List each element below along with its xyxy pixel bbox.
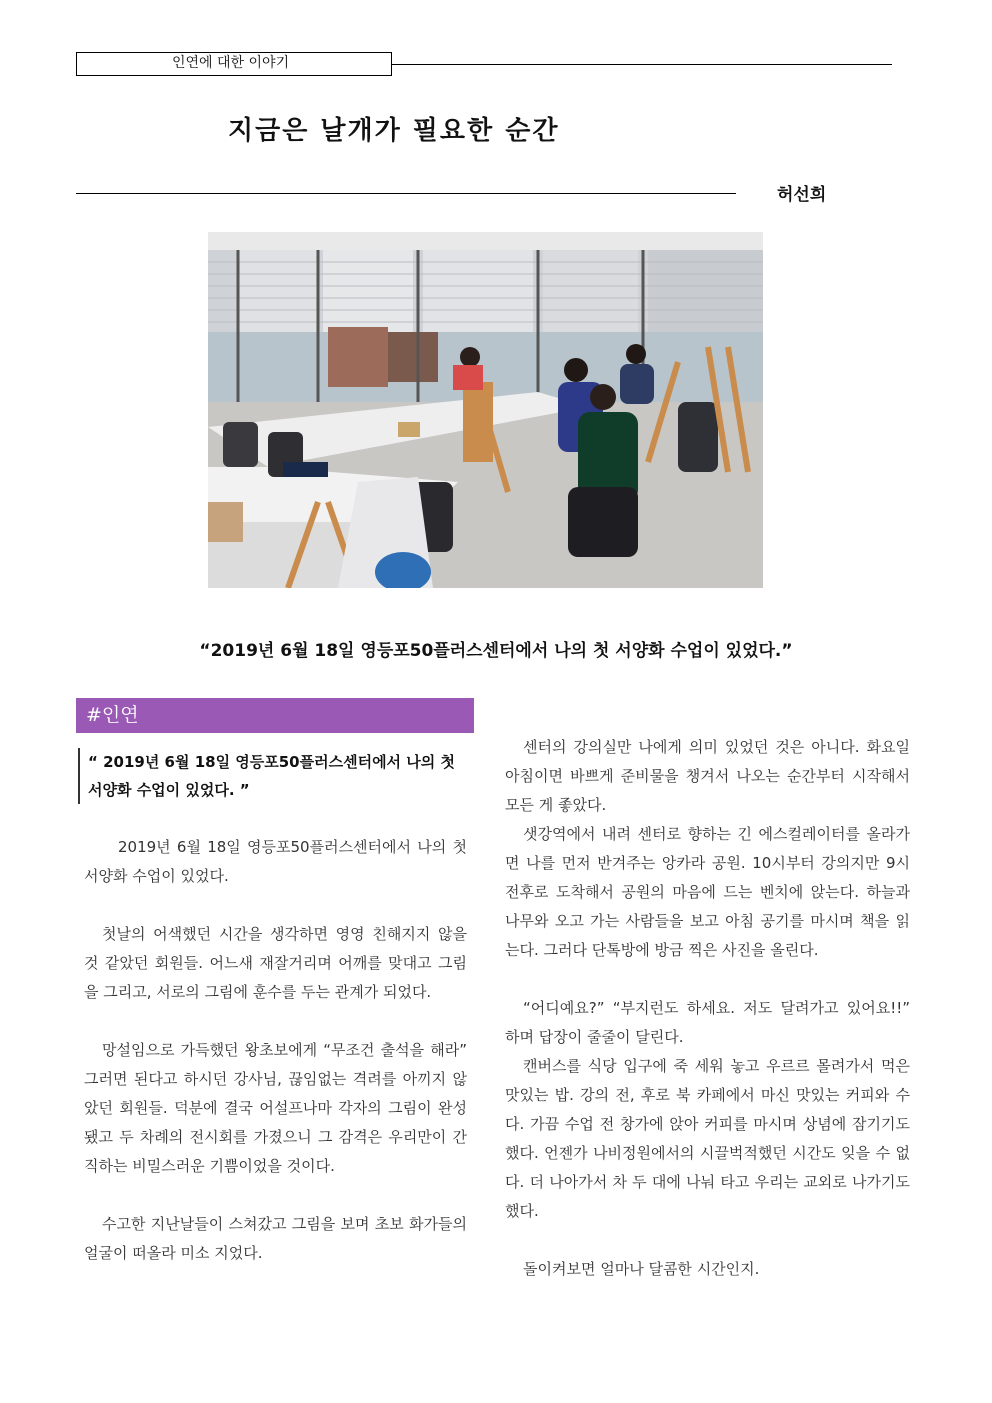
paragraph: “어디예요?” “부지런도 하세요. 저도 달려가고 있어요!!” 하며 답장이 줄줄이 달린다.: [505, 999, 910, 1046]
paragraph: 샛강역에서 내려 센터로 향하는 긴 에스컬레이터를 올라가면 나를 먼저 반겨주는 앙카라 공원. 10시부터 강의지만 9시 전후로 도착해서 공원의 마음에 드는 벤치에 앉는다. 하늘과 나무와 오고 가는 사람들을 보고 아침 공기를 마시며 책을 읽는다. 그러다 단톡방에 방금 찍은 사진을 올린다.: [505, 825, 910, 959]
right-column: [505, 733, 910, 1284]
pull-quote: “ 2019년 6월 18일 영등포50플러스센터에서 나의 첫 서양화 수업이 있었다. ”: [78, 748, 470, 804]
paragraph: 첫날의 어색했던 시간을 생각하면 영영 친해지지 않을 것 같았던 회원들. 어느새 재잘거리며 어깨를 맞대고 그림을 그리고, 서로의 그림에 훈수를 두는 관계가 되었다.: [84, 925, 467, 1001]
section-tag: 인연에 대한 이야기: [76, 52, 392, 76]
left-column: [84, 833, 467, 1268]
paragraph: 센터의 강의실만 나에게 의미 있었던 것은 아니다. 화요일 아침이면 바쁘게 준비물을 챙겨서 나오는 순간부터 시작해서 모든 게 좋았다.: [505, 738, 910, 814]
classroom-photo: [208, 232, 763, 588]
section-tag-rule: [392, 64, 892, 65]
author-name: 허선희: [777, 185, 827, 205]
photo-caption: “2019년 6월 18일 영등포50플러스센터에서 나의 첫 서양화 수업이 있었다.”: [199, 641, 793, 661]
title-rule: [76, 193, 736, 194]
paragraph: 돌이켜보면 얼마나 달콤한 시간인지.: [523, 1260, 760, 1278]
paragraph: 캔버스를 식당 입구에 죽 세워 놓고 우르르 몰려가서 먹은 맛있는 밥. 강의 전, 후로 북 카페에서 마신 맛있는 커피와 수다. 가끔 수업 전 창가에 앉아 커피를 마시며 상념에 잠기기도 했다. 언젠가 나비정원에서의 시끌벅적했던 시간도 잊을 수 없다. 더 나아가서 차 두 대에 나눠 타고 우리는 교외로 나가기도 했다.: [505, 1057, 910, 1220]
hashtag-bar: #인연: [76, 698, 474, 733]
paragraph: 2019년 6월 18일 영등포50플러스센터에서 나의 첫 서양화 수업이 있었다.: [84, 838, 467, 885]
paragraph: 수고한 지난날들이 스쳐갔고 그림을 보며 초보 화가들의 얼굴이 떠올라 미소 지었다.: [84, 1215, 467, 1262]
paragraph: 망설임으로 가득했던 왕초보에게 “무조건 출석을 해라” 그러면 된다고 하시던 강사님, 끊임없는 격려를 아끼지 않았던 회원들. 덕분에 결국 어설프나마 각자의 그림이 완성됐고 두 차례의 전시회를 가졌으니 그 감격은 우리만이 간직하는 비밀스러운 기쁨이었을 것이다.: [84, 1041, 467, 1175]
page-title: 지금은 날개가 필요한 순간: [228, 116, 560, 146]
classroom-painting-photo-icon: [208, 232, 763, 588]
